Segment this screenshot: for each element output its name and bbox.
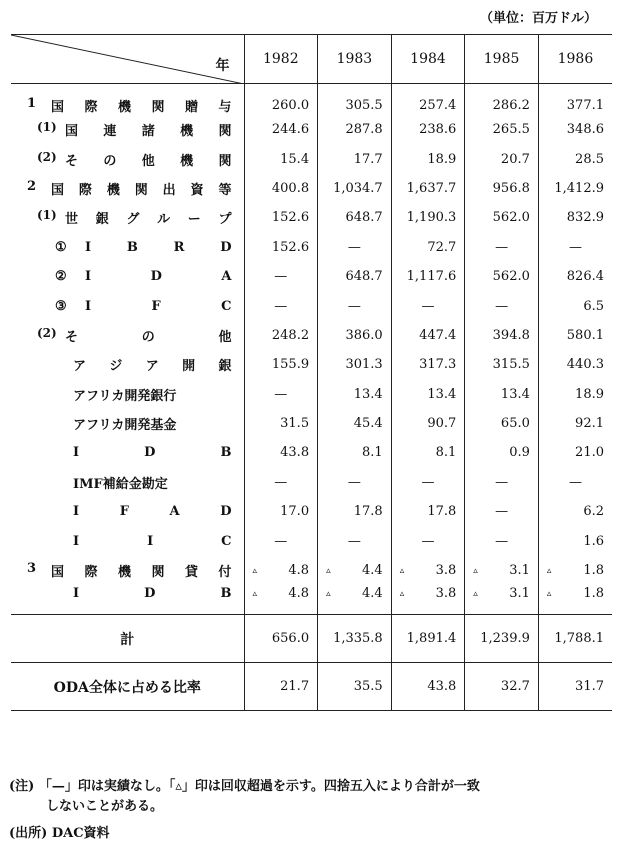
value-cell: ▵ 4.8: [244, 556, 318, 585]
value-cell: —: [465, 233, 539, 262]
ratio-value: 32.7: [465, 663, 539, 711]
value-cell: 1,190.3: [391, 203, 465, 232]
row-prefix: (2): [37, 149, 57, 164]
source-label: (出所): [9, 826, 48, 841]
value-cell: 152.6: [244, 203, 318, 232]
value-cell: 1,412.9: [538, 174, 612, 203]
value-cell: —: [244, 526, 318, 555]
value-cell: 17.8: [318, 497, 392, 526]
value-cell: 440.3: [538, 350, 612, 379]
value-cell: —: [538, 233, 612, 262]
diagonal-line: [11, 35, 244, 84]
value-cell: ▵ 3.8: [391, 585, 465, 614]
row-label-cell: [11, 203, 244, 232]
row-prefix: 1: [27, 96, 37, 111]
ratio-value: 43.8: [391, 663, 465, 711]
ratio-value: 31.7: [538, 663, 612, 711]
ratio-value: 21.7: [244, 663, 318, 711]
value-cell: 562.0: [465, 262, 539, 291]
year-header: 1983: [318, 35, 392, 84]
value-cell: 301.3: [318, 350, 392, 379]
value-cell: 317.3: [391, 350, 465, 379]
note-text: 「—」印は実績なし。「▵」印は回収超過を示す。四捨五入により合計が一致: [38, 779, 480, 794]
value-cell: —: [244, 262, 318, 291]
corner-label: 年: [215, 58, 230, 74]
value-cell: —: [391, 291, 465, 320]
row-label: 国 際 機 関 貸 付: [51, 565, 232, 581]
row-label-cell: [11, 144, 244, 173]
row-label-cell: [11, 438, 244, 467]
value-cell: 17.0: [244, 497, 318, 526]
row-label-cell: [11, 84, 244, 116]
value-cell: 305.5: [318, 84, 392, 116]
corner-cell: [11, 35, 244, 84]
total-value: 1,335.8: [318, 615, 392, 663]
table-row: [11, 144, 612, 173]
ratio-label: ODA全体に占める比率: [11, 663, 244, 711]
value-cell: 8.1: [318, 438, 392, 467]
ratio-section: [11, 663, 612, 711]
total-row: [11, 615, 612, 663]
source-note: [9, 822, 110, 841]
row-label-cell: [11, 380, 244, 409]
value-cell: 65.0: [465, 409, 539, 438]
value-cell: —: [318, 526, 392, 555]
row-label-cell: [11, 468, 244, 497]
value-cell: 155.9: [244, 350, 318, 379]
value-cell: 18.9: [538, 380, 612, 409]
value-cell: —: [391, 526, 465, 555]
row-label: そ の 他 機 関: [65, 153, 232, 169]
row-label: I I C: [73, 533, 232, 549]
year-header: 1984: [391, 35, 465, 84]
row-prefix: 2: [27, 178, 37, 194]
value-cell: 265.5: [465, 115, 539, 144]
row-label: アフリカ開発銀行: [73, 388, 177, 404]
value-cell: 260.0: [244, 84, 318, 116]
table-row: [11, 497, 612, 526]
value-cell: 43.8: [244, 438, 318, 467]
table-row: [11, 409, 612, 438]
row-label: ア ジ ア 開 銀: [73, 359, 232, 375]
value-cell: 28.5: [538, 144, 612, 173]
value-cell: 826.4: [538, 262, 612, 291]
value-cell: —: [538, 468, 612, 497]
row-label: I B R D: [85, 239, 232, 255]
row-label: IMF補給金勘定: [73, 476, 168, 492]
value-cell: 377.1: [538, 84, 612, 116]
value-cell: 648.7: [318, 262, 392, 291]
total-value: 656.0: [244, 615, 318, 663]
value-cell: —: [318, 233, 392, 262]
value-cell: 832.9: [538, 203, 612, 232]
row-label-cell: [11, 526, 244, 555]
ratio-row: [11, 663, 612, 711]
value-cell: 287.8: [318, 115, 392, 144]
value-cell: 956.8: [465, 174, 539, 203]
row-label-cell: [11, 321, 244, 350]
value-cell: 400.8: [244, 174, 318, 203]
table-row: [11, 585, 612, 614]
table-row: [11, 556, 612, 585]
oda-multilateral-table: [11, 34, 612, 711]
value-cell: —: [391, 468, 465, 497]
row-label-cell: [11, 262, 244, 291]
value-cell: —: [244, 468, 318, 497]
year-header: 1985: [465, 35, 539, 84]
row-prefix: (1): [37, 208, 57, 223]
row-label: I D A: [85, 269, 232, 285]
value-cell: 248.2: [244, 321, 318, 350]
row-label-cell: [11, 291, 244, 320]
row-label: 国 連 諸 機 関: [65, 124, 232, 140]
value-cell: 1,034.7: [318, 174, 392, 203]
row-label-cell: [11, 350, 244, 379]
unit-label: （単位：百万ドル）: [479, 11, 597, 26]
total-value: 1,788.1: [538, 615, 612, 663]
row-label: そ の 他: [65, 329, 232, 345]
value-cell: 17.8: [391, 497, 465, 526]
value-cell: 6.5: [538, 291, 612, 320]
value-cell: 257.4: [391, 84, 465, 116]
value-cell: 13.4: [318, 380, 392, 409]
row-prefix: ②: [55, 269, 67, 285]
value-cell: 13.4: [465, 380, 539, 409]
table-row: [11, 262, 612, 291]
value-cell: 72.7: [391, 233, 465, 262]
row-label: I F A D: [73, 504, 232, 520]
header-row: [11, 35, 612, 84]
value-cell: ▵ 1.8: [538, 585, 612, 614]
value-cell: 17.7: [318, 144, 392, 173]
value-cell: 1,637.7: [391, 174, 465, 203]
row-label-cell: [11, 233, 244, 262]
row-prefix: ①: [55, 239, 67, 255]
total-value: 1,239.9: [465, 615, 539, 663]
row-label: 世 銀 グ ル ー プ: [65, 212, 232, 228]
table-body: [11, 84, 612, 615]
value-cell: ▵ 4.8: [244, 585, 318, 614]
value-cell: —: [318, 291, 392, 320]
table-row: [11, 84, 612, 116]
row-prefix: (2): [37, 325, 57, 340]
value-cell: —: [465, 497, 539, 526]
value-cell: —: [465, 526, 539, 555]
ratio-value: 35.5: [318, 663, 392, 711]
value-cell: 20.7: [465, 144, 539, 173]
value-cell: ▵ 3.1: [465, 556, 539, 585]
value-cell: 13.4: [391, 380, 465, 409]
value-cell: 286.2: [465, 84, 539, 116]
value-cell: ▵ 4.4: [318, 585, 392, 614]
value-cell: 648.7: [318, 203, 392, 232]
value-cell: 238.6: [391, 115, 465, 144]
table-row: [11, 468, 612, 497]
value-cell: 348.6: [538, 115, 612, 144]
value-cell: 21.0: [538, 438, 612, 467]
value-cell: 1,117.6: [391, 262, 465, 291]
table-row: [11, 174, 612, 203]
value-cell: 244.6: [244, 115, 318, 144]
value-cell: 394.8: [465, 321, 539, 350]
value-cell: 15.4: [244, 144, 318, 173]
value-cell: 315.5: [465, 350, 539, 379]
row-label-cell: [11, 409, 244, 438]
total-label: 計: [11, 615, 244, 663]
value-cell: 45.4: [318, 409, 392, 438]
row-label: I D B: [73, 586, 232, 602]
footnote: [9, 777, 609, 817]
value-cell: 6.2: [538, 497, 612, 526]
value-cell: 18.9: [391, 144, 465, 173]
table-row: [11, 526, 612, 555]
row-prefix: (1): [37, 120, 57, 135]
table-row: [11, 350, 612, 379]
value-cell: 8.1: [391, 438, 465, 467]
value-cell: 0.9: [465, 438, 539, 467]
value-cell: 90.7: [391, 409, 465, 438]
table-row: [11, 233, 612, 262]
value-cell: 386.0: [318, 321, 392, 350]
row-label-cell: [11, 174, 244, 203]
note-label: (注): [9, 779, 35, 794]
value-cell: —: [244, 291, 318, 320]
total-section: [11, 615, 612, 663]
table-row: [11, 321, 612, 350]
value-cell: 152.6: [244, 233, 318, 262]
row-label: 国 際 機 関 贈 与: [51, 100, 232, 115]
row-label-cell: [11, 556, 244, 585]
table-row: [11, 115, 612, 144]
value-cell: 31.5: [244, 409, 318, 438]
value-cell: 92.1: [538, 409, 612, 438]
value-cell: ▵ 3.1: [465, 585, 539, 614]
value-cell: —: [244, 380, 318, 409]
value-cell: ▵ 4.4: [318, 556, 392, 585]
table-row: [11, 203, 612, 232]
value-cell: ▵ 1.8: [538, 556, 612, 585]
row-label-cell: [11, 585, 244, 614]
value-cell: 562.0: [465, 203, 539, 232]
value-cell: 580.1: [538, 321, 612, 350]
value-cell: —: [318, 468, 392, 497]
row-prefix: ③: [55, 298, 67, 314]
value-cell: —: [465, 468, 539, 497]
value-cell: ▵ 3.8: [391, 556, 465, 585]
year-header: 1982: [244, 35, 318, 84]
row-prefix: 3: [27, 561, 37, 577]
row-label: アフリカ開発基金: [73, 418, 177, 434]
row-label: I F C: [85, 298, 232, 314]
value-cell: —: [465, 291, 539, 320]
row-label-cell: [11, 497, 244, 526]
source-text: DAC資料: [51, 826, 110, 841]
table-row: [11, 291, 612, 320]
table-row: [11, 380, 612, 409]
value-cell: 447.4: [391, 321, 465, 350]
row-label: 国 際 機 関 出 資 等: [51, 182, 232, 198]
value-cell: 1.6: [538, 526, 612, 555]
row-label-cell: [11, 115, 244, 144]
row-label: I D B: [73, 445, 232, 461]
table-row: [11, 438, 612, 467]
year-header: 1986: [538, 35, 612, 84]
total-value: 1,891.4: [391, 615, 465, 663]
note-text-continued: しないことがある。: [46, 799, 164, 814]
